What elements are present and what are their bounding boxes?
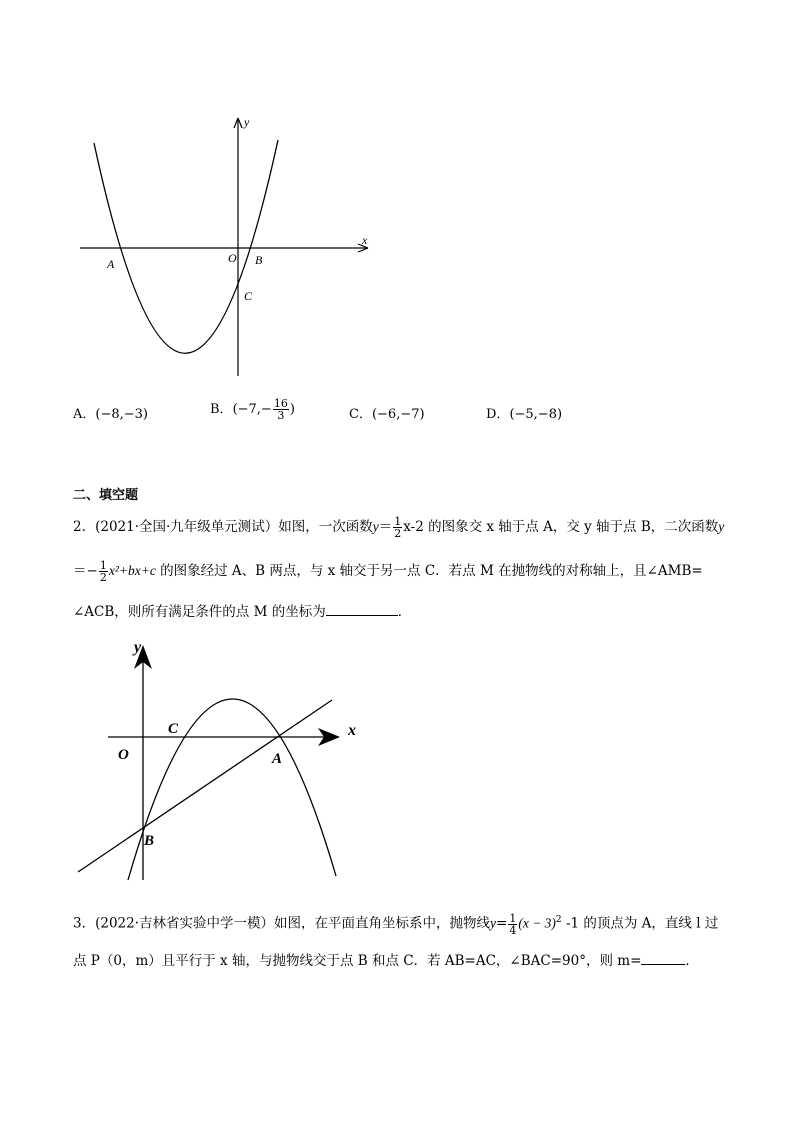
q2-line-1 xyxy=(73,516,724,539)
parabola-curve xyxy=(128,699,336,880)
option-b-denominator: 3 xyxy=(277,409,285,422)
option-a-value: (−8,−3) xyxy=(95,407,148,422)
x-axis-label: x xyxy=(362,233,368,247)
option-d-value: (−5,−8) xyxy=(509,407,563,422)
option-c xyxy=(349,403,425,422)
q2-fraction-1 xyxy=(393,516,402,539)
y-axis-label: y xyxy=(244,115,250,129)
q2-line-2 xyxy=(73,560,703,583)
origin-label: O xyxy=(118,747,129,763)
q2-fraction-2 xyxy=(99,560,108,583)
option-a xyxy=(73,403,148,422)
parabola-figure-1 xyxy=(70,110,380,380)
option-d-letter: D． xyxy=(486,407,510,422)
q3-frac-num: 1 xyxy=(509,911,517,925)
q2-text-2b: x²+bx+c xyxy=(108,563,156,578)
q3-exponent: 2 xyxy=(555,915,562,925)
q2-answer-blank[interactable] xyxy=(326,601,398,616)
q2-var-y2: y xyxy=(718,519,725,534)
q3-frac-den: 4 xyxy=(509,923,517,937)
q2-frac2-den: 2 xyxy=(99,571,107,584)
q2-frac1-num: 1 xyxy=(394,515,402,528)
q2-text-3-end: ． xyxy=(397,604,412,620)
q2-var-y: y xyxy=(372,519,379,534)
q3-text-1b: (x − 3) xyxy=(518,915,556,931)
point-c-label: C xyxy=(244,289,253,303)
origin-label: O xyxy=(228,251,237,265)
option-c-value: (−6,−7) xyxy=(371,407,425,422)
q2-eq: ＝ xyxy=(378,519,393,535)
q2-text-3a: ∠ACB，则所有满足条件的点 M 的坐标为 xyxy=(73,604,326,620)
point-c-label: C xyxy=(168,721,179,737)
q3-text-1a: 3．(2022·吉林省实验中学一模）如图，在平面直角坐标系中，抛物线 xyxy=(73,915,491,932)
option-d xyxy=(486,403,562,422)
q2-text-1b: x-2 的图象交 x 轴于点 A，交 y 轴于点 B，二次函数 xyxy=(403,519,719,535)
parabola-curve xyxy=(94,140,278,353)
q3-text-2-end: ． xyxy=(685,953,699,969)
q2-line-3 xyxy=(73,601,411,622)
q3-text-2a: 点 P（0，m）且平行于 x 轴，与抛物线交于点 B 和点 C．若 AB=AC，∠BAC=90°，则 m= xyxy=(73,953,642,969)
q3-line-2 xyxy=(73,950,699,971)
point-a-label: A xyxy=(272,751,283,767)
option-b-letter: B． xyxy=(210,402,233,417)
q3-var-y: y xyxy=(490,915,497,931)
option-b-value-prefix: (−7,− xyxy=(232,402,272,417)
section-title: 二、填空题 xyxy=(73,488,139,503)
point-b-label: B xyxy=(144,833,155,849)
parabola-line-figure-2 xyxy=(74,636,374,882)
q3-text-1c: -1 的顶点为 A，直线 l 过 xyxy=(561,915,719,932)
line-through-a-b xyxy=(78,700,332,872)
q3-answer-blank[interactable] xyxy=(641,950,685,965)
q2-frac2-num: 1 xyxy=(99,559,107,572)
x-axis-label: x xyxy=(348,722,356,739)
q3-line-1 xyxy=(73,910,718,936)
option-b-numerator: 16 xyxy=(273,397,288,410)
q2-text-1a: 2．(2021·全国·九年级单元测试）如图，一次函数 xyxy=(73,519,373,535)
option-b-fraction xyxy=(273,398,289,421)
y-axis-label: y xyxy=(134,639,142,656)
q3-fraction xyxy=(508,913,517,936)
point-a-label: A xyxy=(107,257,115,271)
q2-frac1-den: 2 xyxy=(394,527,402,540)
option-b-value-suffix: ) xyxy=(289,402,295,417)
option-c-letter: C． xyxy=(349,407,372,422)
q3-eq: = xyxy=(496,915,508,932)
q2-text-2c: 的图象经过 A、B 两点，与 x 轴交于另一点 C．若点 M 在抛物线的对称轴上，且∠AMB= xyxy=(155,563,703,579)
q2-text-2a: ＝− xyxy=(73,563,98,579)
option-b xyxy=(210,398,295,421)
option-a-letter: A． xyxy=(73,407,96,422)
point-b-label: B xyxy=(255,253,263,267)
